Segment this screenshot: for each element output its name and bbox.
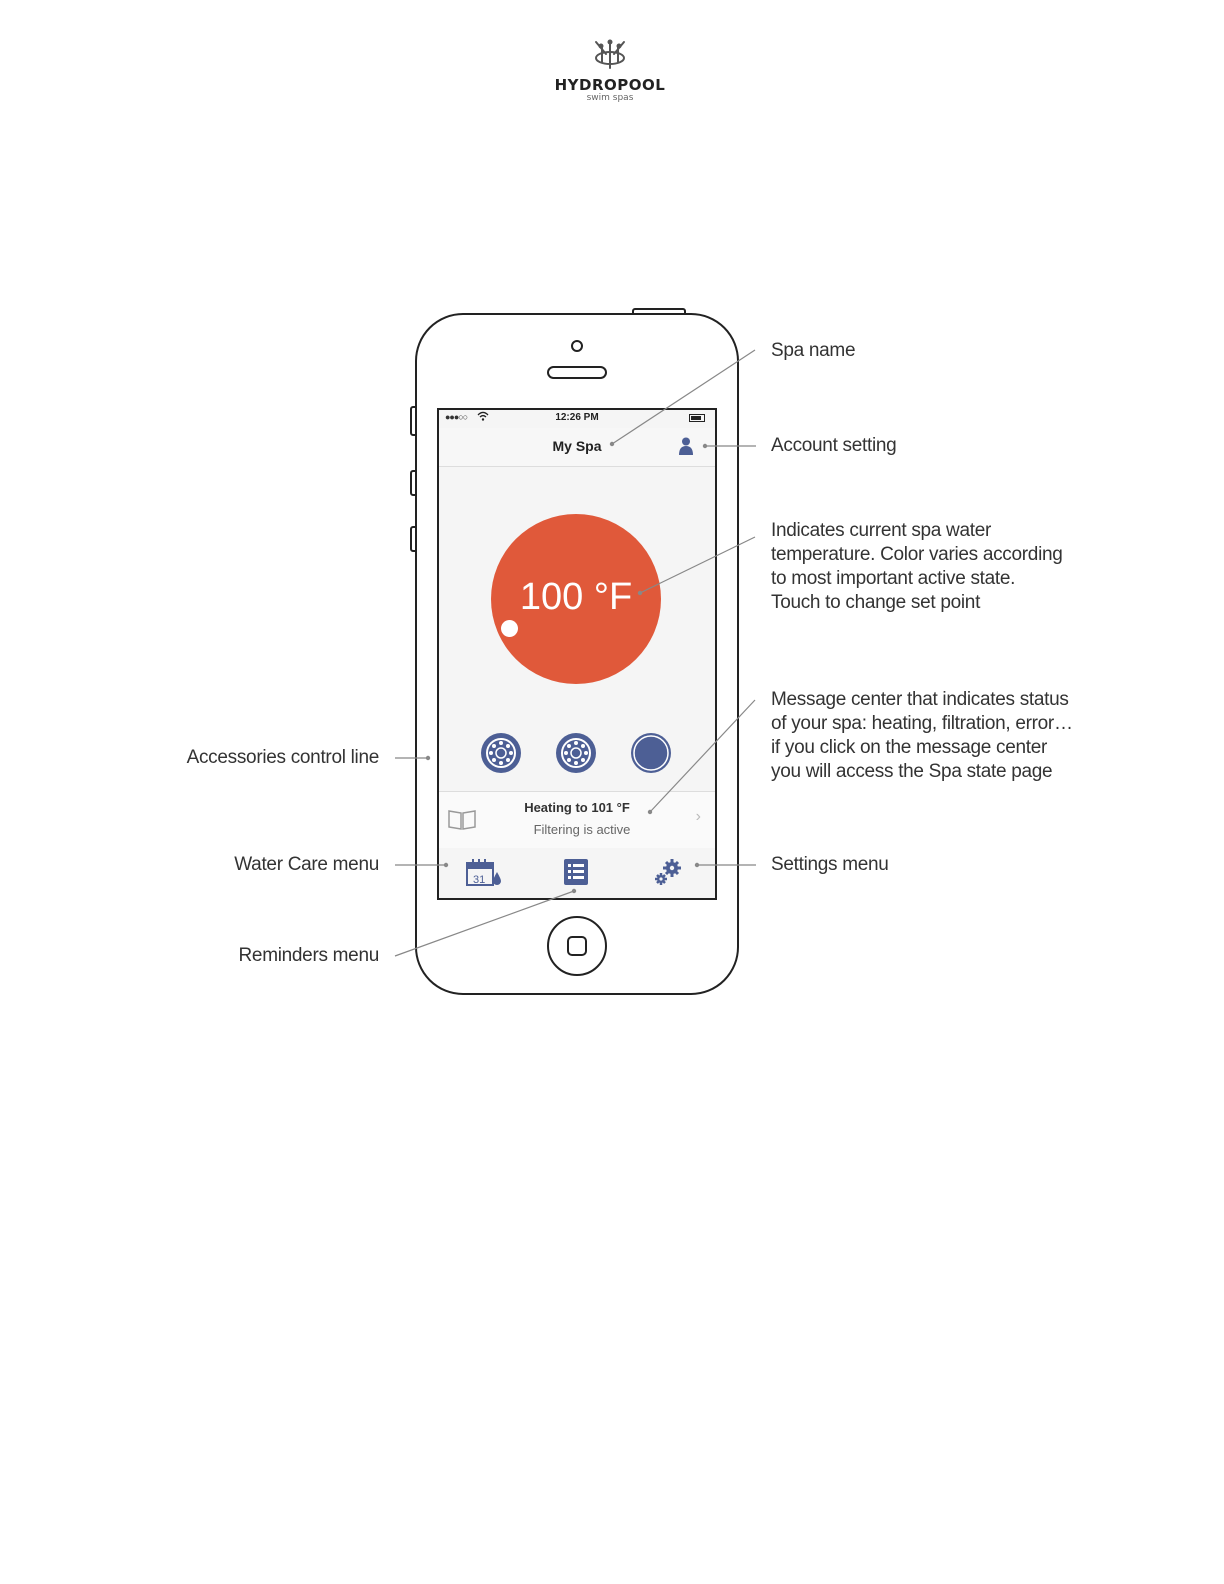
callout-accessories: Accessories control line [186, 747, 379, 768]
callout-temperature-line: to most important active state. [771, 568, 1016, 589]
callout-reminders: Reminders menu [238, 945, 379, 966]
brand-tagline: swim spas [586, 93, 634, 103]
callout-message-center [771, 688, 1073, 784]
callout-message-center-line: of your spa: heating, filtration, error… [771, 713, 1073, 734]
callout-settings: Settings menu [771, 854, 889, 875]
callout-temperature-line: Indicates current spa water [771, 520, 992, 541]
callout-message-center-line: if you click on the message center [771, 737, 1047, 758]
calendar-day: 31 [473, 874, 486, 886]
chevron-right-icon: › [695, 808, 701, 825]
callout-message-center-line: Message center that indicates status [771, 689, 1069, 710]
callout-spa-name: Spa name [771, 340, 856, 361]
temperature-value: 100 °F [519, 576, 633, 618]
message-primary: Heating to 101 °F [524, 800, 630, 815]
signal-strength: ●●●○○ [445, 412, 468, 422]
status-time: 12:26 PM [555, 412, 599, 423]
callout-temperature-line: temperature. Color varies according [771, 544, 1063, 565]
callout-message-center-line: you will access the Spa state page [771, 761, 1053, 782]
callout-temperature-line: Touch to change set point [771, 592, 981, 613]
brand-name: HYDROPOOL [554, 76, 666, 94]
callout-water-care: Water Care menu [234, 854, 379, 875]
callout-temperature [771, 519, 1063, 615]
callout-account-setting: Account setting [771, 435, 897, 456]
message-secondary: Filtering is active [533, 822, 631, 837]
spa-name[interactable]: My Spa [552, 438, 602, 454]
